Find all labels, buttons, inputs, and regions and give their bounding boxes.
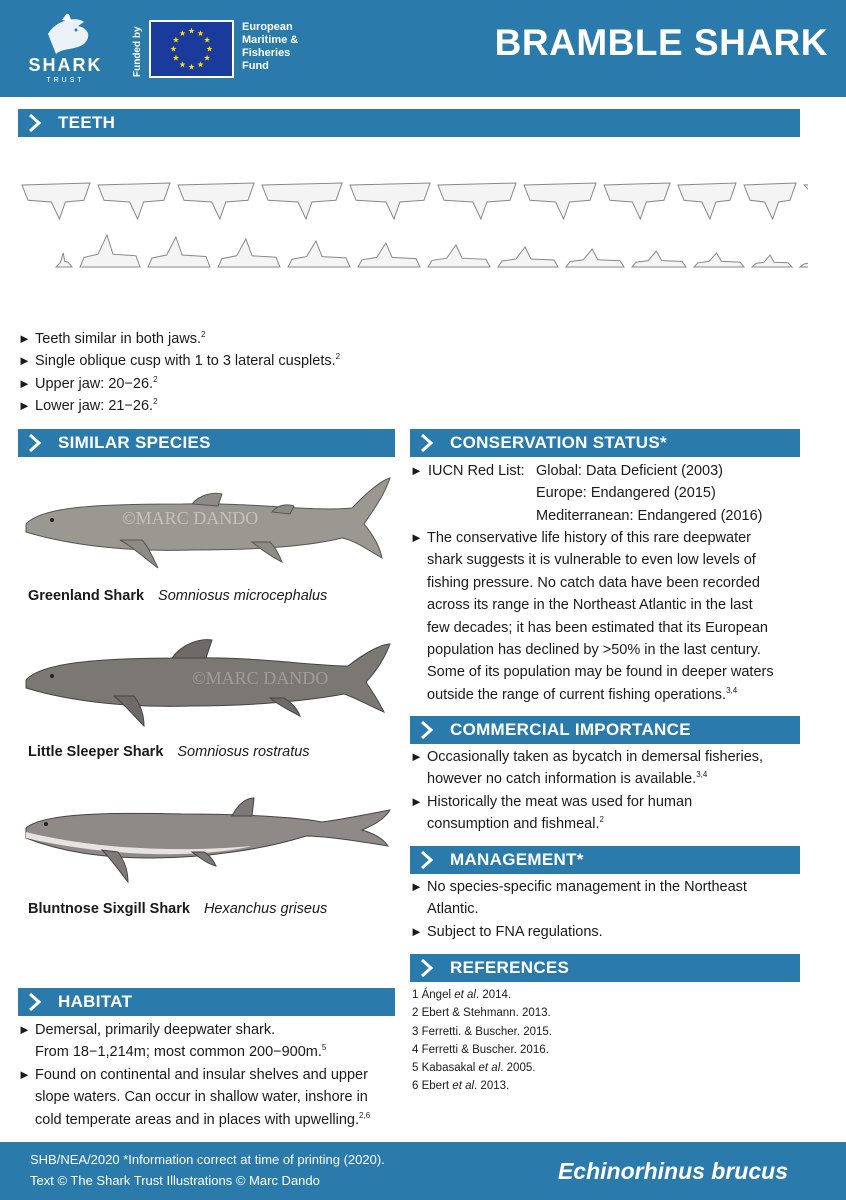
section-header-commercial — [410, 716, 800, 744]
chevron-right-icon — [418, 434, 436, 452]
lower-tooth-icon — [288, 241, 350, 267]
lower-tooth-icon — [218, 239, 280, 267]
reference-item: 6 Ebert et al. 2013. — [412, 1080, 510, 1093]
section-title: COMMERCIAL IMPORTANCE — [450, 720, 691, 739]
lower-tooth-icon — [752, 255, 792, 267]
chevron-right-icon — [26, 993, 44, 1011]
section-title: MANAGEMENT* — [450, 850, 584, 869]
reference-item: 3 Ferretti. & Buscher. 2015. — [412, 1025, 553, 1038]
lower-tooth-icon — [56, 253, 72, 267]
list-item: ► Upper jaw: 20−26.$^2$ — [18, 373, 340, 395]
list-item: ► No species-specific management in the Northeast Atlantic. — [410, 876, 747, 921]
list-item: ► Single oblique cusp with 1 to 3 lateral cusplets.$^2$ — [18, 350, 340, 372]
lower-tooth-icon — [148, 237, 210, 267]
section-title: TEETH — [58, 113, 116, 132]
management-list — [410, 876, 747, 943]
svg-text:Funded by: Funded by — [132, 26, 143, 77]
upper-tooth-icon — [22, 183, 90, 219]
iucn-red-list: ► IUCN Red List: Global: Data Deficient (2003) Europe: Endangered (2015) Mediterranean: Endangered (2016) — [410, 460, 763, 527]
reference-item: 2 Ebert & Stehmann. 2013. — [412, 1007, 551, 1020]
list-item: ► The conservative life history of this rare deepwater shark suggests it is vulnerable to even low levels of fishing pressure. No catch data have been recorded across its range in the Northeast Atlantic in the last few decades; it has been estimated that its European population has declined by >50% in the last century. Some of its population may be found in deeper waters outside the range of current fishing operations.$^{3,4}$ — [410, 527, 774, 706]
funded-by-label — [128, 22, 144, 78]
logo-subtext: TRUST — [46, 77, 85, 84]
list-item: ► Historically the meat was used for human consumption and fishmeal.$^2$ — [410, 791, 763, 836]
iucn-label: IUCN Red List: — [428, 463, 525, 479]
lower-tooth-icon — [800, 257, 808, 267]
section-header-management — [410, 846, 800, 874]
section-title: CONSERVATION STATUS* — [450, 433, 667, 452]
iucn-global: Global: Data Deficient (2003) — [536, 463, 723, 479]
upper-tooth-icon — [262, 183, 342, 219]
lower-tooth-icon — [632, 251, 686, 267]
watermark: ©MARC DANDO — [122, 508, 259, 528]
reference-item: 1 Ángel et al. 2014. — [412, 989, 512, 1001]
list-item: ► Demersal, primarily deepwater shark. From 18−1,214m; most common 200−900m.$^5$ — [18, 1019, 370, 1064]
upper-tooth-icon — [744, 183, 796, 219]
chevron-right-icon — [418, 721, 436, 739]
section-header-conservation — [410, 429, 800, 457]
header-banner — [0, 0, 846, 97]
watermark: ©MARC DANDO — [192, 668, 329, 688]
upper-tooth-icon — [438, 183, 516, 219]
section-header-teeth — [18, 109, 800, 137]
upper-tooth-icon — [804, 183, 808, 199]
chevron-right-icon — [26, 114, 44, 132]
emff-line-3: Fisheries — [242, 47, 291, 59]
references-list — [412, 986, 552, 1096]
list-item: ► Subject to FNA regulations. — [410, 921, 747, 943]
footer-code-line: SHB/NEA/2020 *Information correct at time of printing (2020). — [30, 1152, 385, 1167]
section-title: SIMILAR SPECIES — [58, 433, 211, 452]
chevron-right-icon — [418, 959, 436, 977]
section-header-references — [410, 954, 800, 982]
greenland-shark-illustration — [22, 472, 394, 572]
list-item: ► Lower jaw: 21−26.$^2$ — [18, 395, 340, 417]
upper-tooth-icon — [178, 183, 254, 219]
scientific-name: Echinorhinus brucus — [557, 1158, 788, 1184]
upper-tooth-icon — [98, 183, 170, 219]
lower-tooth-icon — [566, 249, 624, 267]
emff-line-2: Maritime & — [242, 34, 299, 46]
section-title: HABITAT — [58, 992, 133, 1011]
eu-flag-icon — [149, 20, 234, 78]
teeth-illustration — [18, 175, 808, 275]
page-title: BRAMBLE SHARK — [494, 22, 828, 63]
footer-credits-line: Text © The Shark Trust Illustrations © Marc Dando — [30, 1173, 320, 1188]
lower-tooth-icon — [694, 253, 744, 267]
emff-line-1: European — [242, 21, 293, 33]
upper-tooth-icon — [678, 183, 736, 219]
list-item: ► Occasionally taken as bycatch in demersal fisheries, however no catch information is available.$^{3,4}$ — [410, 746, 763, 791]
list-item: ► Found on continental and insular shelves and upper slope waters. Can occur in shallow water, inshore in cold temperate areas and in places with upwelling.$^{2,6}$ — [18, 1064, 370, 1131]
list-item: ► Teeth similar in both jaws.$^2$ — [18, 328, 340, 350]
upper-tooth-icon — [524, 183, 596, 219]
lower-tooth-icon — [498, 247, 558, 267]
section-title: REFERENCES — [450, 958, 570, 977]
lower-tooth-icon — [80, 235, 140, 267]
commercial-list — [410, 746, 763, 836]
chevron-right-icon — [418, 851, 436, 869]
species-caption: Bluntnose Sixgill Shark Hexanchus griseus — [28, 901, 328, 917]
little-sleeper-shark-illustration — [22, 632, 394, 728]
upper-tooth-icon — [604, 183, 670, 219]
habitat-list — [18, 1019, 370, 1131]
upper-tooth-icon — [350, 183, 430, 219]
conservation-text — [410, 527, 774, 706]
lower-tooth-icon — [428, 245, 490, 267]
species-caption: Little Sleeper Shark Somniosus rostratus — [28, 744, 310, 760]
section-header-habitat — [18, 988, 395, 1016]
bluntnose-sixgill-shark-illustration — [22, 796, 394, 886]
footer-banner — [0, 1142, 846, 1200]
logo-wordmark: SHARK — [28, 55, 103, 75]
reference-item: 5 Kabasakal et al. 2005. — [412, 1062, 536, 1075]
lower-tooth-icon — [358, 243, 420, 267]
teeth-facts-list — [18, 328, 340, 418]
emff-fund-label — [242, 21, 298, 73]
iucn-mediterranean: Mediterranean: Endangered (2016) — [536, 507, 763, 524]
iucn-europe: Europe: Endangered (2015) — [536, 485, 716, 502]
emff-line-4: Fund — [242, 60, 269, 72]
species-caption: Greenland Shark Somniosus microcephalus — [28, 588, 328, 604]
reference-item: 4 Ferretti & Buscher. 2016. — [412, 1043, 549, 1056]
chevron-right-icon — [26, 434, 44, 452]
section-header-similar-species — [18, 429, 395, 457]
